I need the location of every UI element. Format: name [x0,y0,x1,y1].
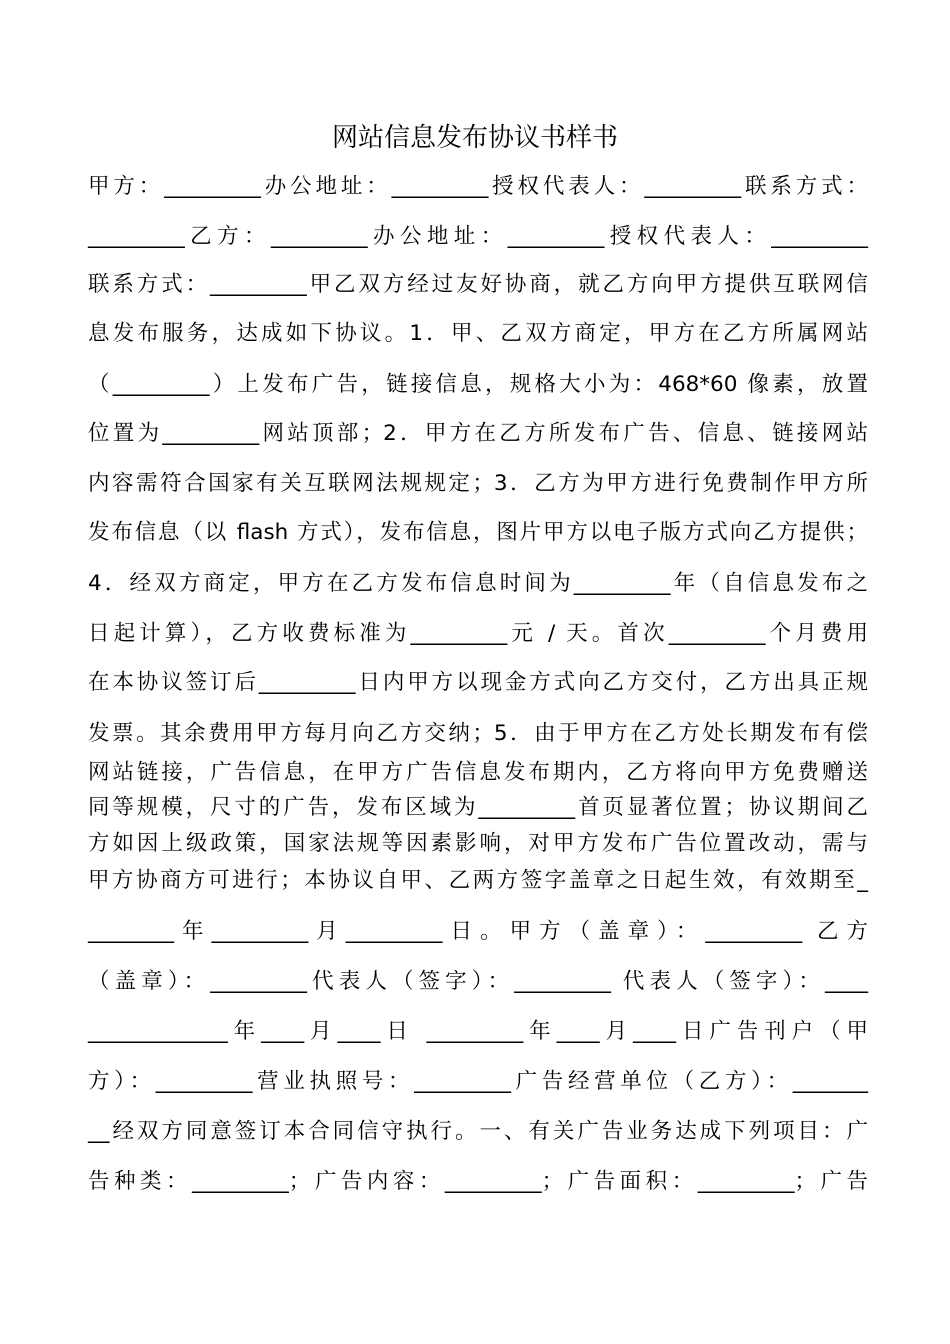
body-line-5: （_________）上发布广告，链接信息，规格大小为：468*60 像素，放置 [88,372,868,397]
body-line-22: 告种类：_________；广告内容：_________；广告面积：_________；广告 [88,1169,868,1194]
body-line-19: _____________年____月____日 _________年____月____日广告刊户（甲 [88,1019,868,1044]
body-line-7: 内容需符合国家有关互联网法规规定；3．乙方为甲方进行免费制作甲方所 [88,471,868,496]
body-line-12: 发票。其余费用甲方每月向乙方交纳；5．由于甲方在乙方处长期发布有偿 [88,721,868,746]
body-line-4: 息发布服务，达成如下协议。1．甲、乙双方商定，甲方在乙方所属网站 [88,321,868,346]
body-line-10: 日起计算），乙方收费标准为_________元 / 天。首次_________个月费用 [88,621,868,646]
body-line-15: 方如因上级政策，国家法规等因素影响，对甲方发布广告位置改动，需与 [88,831,868,856]
body-line-11: 在本协议签订后_________日内甲方以现金方式向乙方交付，乙方出具正规 [88,670,868,695]
body-line-21: __经双方同意签订本合同信守执行。一、有关广告业务达成下列项目：广 [88,1119,868,1144]
body-line-6: 位置为_________网站顶部；2．甲方在乙方所发布广告、信息、链接网站 [88,421,868,446]
body-line-9: 4．经双方商定，甲方在乙方发布信息时间为_________年（自信息发布之 [88,571,868,596]
body-line-1: 甲方：_________办公地址：_________授权代表人：_________联系方式： [88,174,868,199]
body-line-3: 联系方式：_________甲乙双方经过友好协商，就乙方向甲方提供互联网信 [88,272,868,297]
body-line-13: 网站链接，广告信息，在甲方广告信息发布期内，乙方将向甲方免费赠送 [88,760,868,785]
document-title: 网站信息发布协议书样书 [331,123,618,153]
body-line-20: 方）：_________营业执照号：_________广告经营单位（乙方）：_______ [88,1069,868,1094]
body-line-14: 同等规模，尺寸的广告，发布区域为_________首页显著位置；协议期间乙 [88,795,868,820]
body-line-18: （盖章）：_________代表人（签字）：_________ 代表人（签字）：____ [88,969,868,994]
body-line-17: ________年_________月_________日。甲方（盖章）：_________ 乙方 [88,919,868,944]
body-line-2: _________乙方：_________办公地址：_________授权代表人：_________ [88,224,868,249]
body-line-8: 发布信息（以 flash 方式），发布信息，图片甲方以电子版方式向乙方提供； [88,520,868,545]
body-line-16: 甲方协商方可进行；本协议自甲、乙两方签字盖章之日起生效，有效期至_ [88,868,868,893]
